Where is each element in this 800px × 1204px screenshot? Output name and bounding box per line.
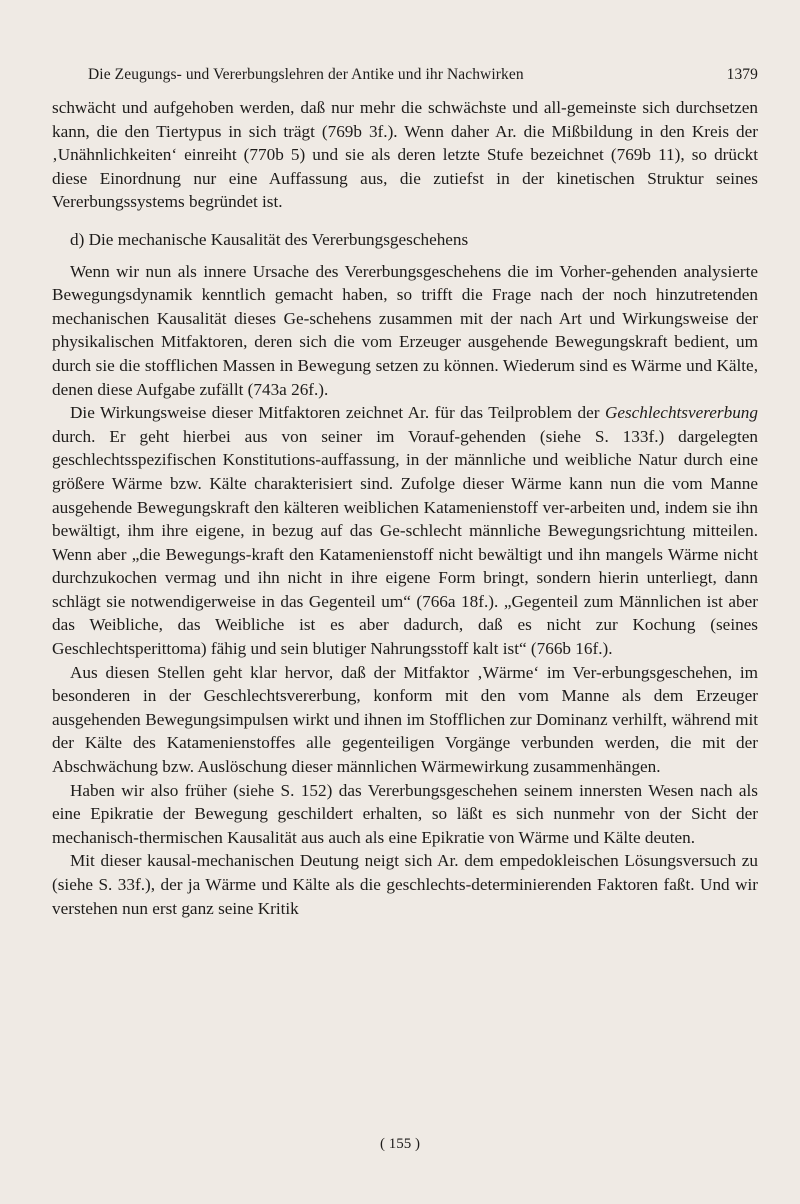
- paragraph-1: schwächt und aufgehoben werden, daß nur mehr die schwächste und all-gemeinste sich durchsetzen kann, die den Tiertypus in sich trägt (769b 3f.). Wenn daher Ar. die Mißbildung in den Kreis der ‚Unähnlichkeiten‘ einreiht (770b 5) und sie als deren letzte Stufe bezeichnet (769b 11), so drückt diese Einordnung nur eine Auffassung aus, die zutiefst in der kinetischen Struktur seines Vererbungssystems begründet ist.: [52, 98, 758, 212]
- body-text: [52, 96, 758, 920]
- running-head-title: Die Zeugungs- und Vererbungslehren der Antike und ihr Nachwirken: [88, 66, 524, 83]
- paragraph-3: [52, 401, 758, 661]
- running-head-page-number: 1379: [726, 66, 758, 83]
- running-head: [88, 66, 758, 84]
- folio: ( 155 ): [380, 1136, 420, 1152]
- section-heading: d) Die mechanische Kausalität des Vererbungsgeschehens: [70, 229, 469, 249]
- paragraph-4: Aus diesen Stellen geht klar hervor, daß der Mitfaktor ‚Wärme‘ im Ver-erbungsgeschehen, im besonderen in der Geschlechtsvererbung, konform mit den vom Manne als dem Erzeuger ausgehenden Bewegungsimpulsen wirkt und ihnen im Stofflichen zur Dominanz verhilft, während mit der Kälte des Katamenienstoffes alle gegenteiligen Vorgänge verbunden werden, die mit der Abschwächung bzw. Auslöschung dieser männlichen Wärmewirkung zusammenhängen.: [52, 662, 758, 777]
- paragraph-3-part-1: Die Wirkungsweise dieser Mitfaktoren zeichnet Ar. für das Teilproblem der: [70, 403, 605, 423]
- paragraph-2: Wenn wir nun als innere Ursache des Vererbungsgeschehens die im Vorher-gehenden analysierte Bewegungsdynamik kenntlich gemacht haben, so trifft die Frage nach der noch hinzutretenden mechanischen Kausalität dieses Ge-schehens zusammen mit der nach Art und Wirkungsweise der physikalischen Mitfaktoren, deren sich die vom Erzeuger ausgehende Bewegungskraft bedient, um durch sie die stofflichen Massen in Bewegung setzen zu können. Wiederum sind es Wärme und Kälte, denen diese Aufgabe zufällt (743a 26f.).: [52, 261, 758, 399]
- paragraph-6: Mit dieser kausal-mechanischen Deutung neigt sich Ar. dem empedokleischen Lösungsversuch zu (siehe S. 33f.), der ja Wärme und Kälte als die geschlechts-determinierenden Faktoren faßt. Und wir verstehen nun erst ganz seine Kritik: [52, 851, 758, 918]
- paragraph-3-part-2: durch. Er geht hierbei aus von seiner im Vorauf-gehenden (siehe S. 133f.) dargelegten geschlechtsspezifischen Konstitutions-auffassung, in der männliche und weibliche Natur durch eine größere Wärme bzw. Kälte charakterisiert sind. Zufolge dieser Wärme kann nun die vom Manne ausgehende Bewegungskraft den kälteren weiblichen Katamenienstoff ver-arbeiten und, indem sie ihn bewältigt, ihm ihre eigene, in bezug auf das Ge-schlecht männliche Bewegungsrichtung mitteilen. Wenn aber „die Bewegungs-kraft den Katamenienstoff nicht bewältigt und ihn mangels Wärme nicht durchzukochen vermag und ihn nicht in ihre eigene Form bringt, sondern hierin unterliegt, dann schlägt sie notwendigerweise in das Gegenteil um“ (766a 18f.). „Gegenteil zum Männlichen ist aber das Weibliche, das Weibliche ist es aber dadurch, daß es nicht zur Kochung (seines Geschlechtsperittoma) fähig und sein blutiger Nahrungsstoff kalt ist“ (766b 16f.).: [52, 426, 758, 659]
- emphasis-geschlechtsvererbung: Geschlechtsvererbung: [604, 403, 758, 423]
- paragraph-5: Haben wir also früher (siehe S. 152) das Vererbungsgeschehen seinem innersten Wesen nach als eine Epikratie der Bewegung geschildert erhalten, so läßt es sich nunmehr von der Sicht der mechanisch-thermischen Kausalität aus auch als eine Epikratie von Wärme und Kälte deuten.: [52, 780, 758, 847]
